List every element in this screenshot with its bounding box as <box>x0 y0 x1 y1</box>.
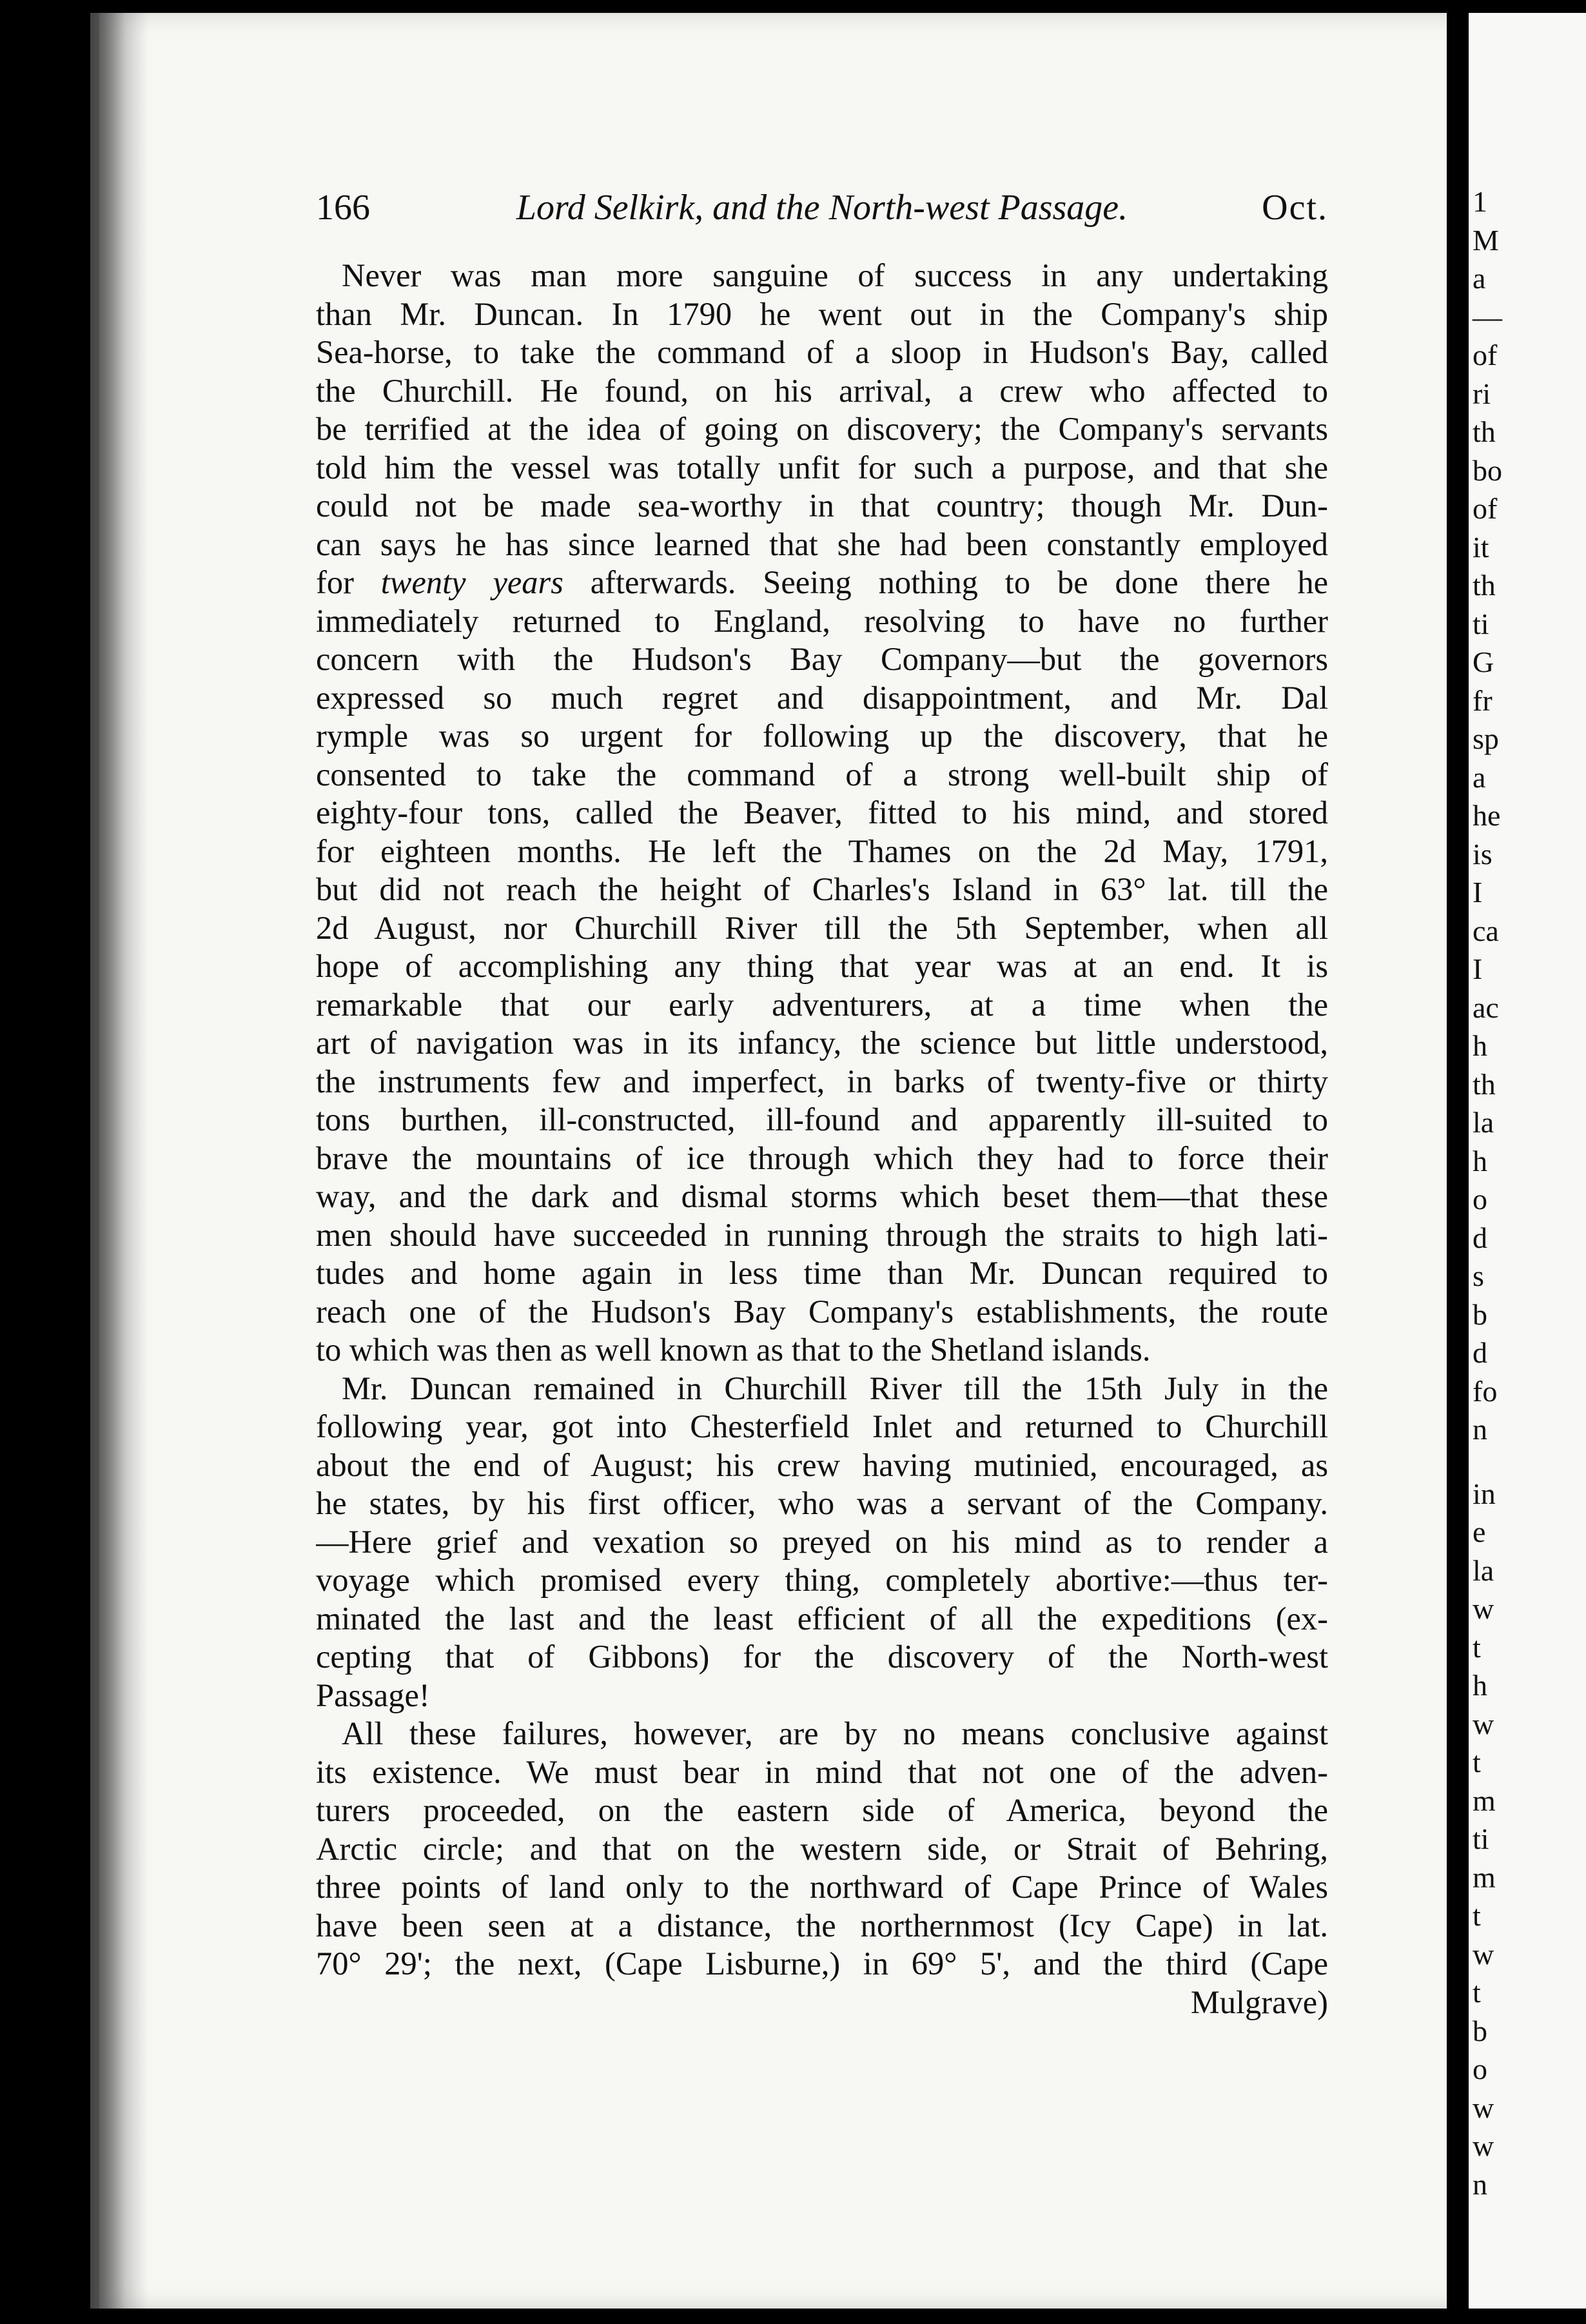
page-gutter <box>1451 0 1469 2324</box>
text-line: than Mr. Duncan. In 1790 he went out in the Company's ship <box>316 295 1328 332</box>
adjacent-page-fragment: it <box>1473 530 1489 564</box>
adjacent-page-fragment: th <box>1473 1067 1496 1101</box>
text-line: tons burthen, ill-constructed, ill-found and apparently ill-suited to <box>316 1101 1328 1137</box>
text-line: 2d August, nor Churchill River till the 5th September, when all <box>316 909 1328 946</box>
running-title: Lord Selkirk, and the North-west Passage. <box>516 188 1128 228</box>
text-line: cepting that of Gibbons) for the discovery of the North-west <box>316 1639 1328 1675</box>
header-month: Oct. <box>1262 188 1328 228</box>
adjacent-page-fragment: t <box>1473 1630 1481 1664</box>
adjacent-page-fragment: M <box>1473 223 1499 257</box>
adjacent-page-fragment: n <box>1473 2167 1487 2201</box>
adjacent-page-fragment: of <box>1473 492 1498 525</box>
adjacent-page-fragment: la <box>1473 1553 1494 1587</box>
running-header <box>316 187 1328 239</box>
text-line: tudes and home again in less time than Mr. Duncan required to <box>316 1255 1328 1291</box>
adjacent-page-fragment: ac <box>1473 990 1499 1024</box>
text-line: consented to take the command of a strong well-built ship of <box>316 756 1328 793</box>
text-line: minated the last and the least efficient of all the expeditions (ex- <box>316 1600 1328 1637</box>
text-line: 70° 29'; the next, (Cape Lisburne,) in 69° 5', and the third (Cape <box>316 1945 1328 1982</box>
text-line: way, and the dark and dismal storms which beset them—that these <box>316 1178 1328 1214</box>
adjacent-page-fragment: h <box>1473 1144 1487 1177</box>
text-line: eighty-four tons, called the Beaver, fitted to his mind, and stored <box>316 794 1328 831</box>
adjacent-page-fragment: d <box>1473 1221 1487 1254</box>
adjacent-page-fragment: n <box>1473 1413 1487 1446</box>
adjacent-page-fragment: bo <box>1473 453 1502 487</box>
adjacent-page-fragment: fr <box>1473 684 1493 717</box>
text-line-rest: afterwards. Seeing nothing to be done there he <box>563 564 1328 600</box>
text-line: men should have succeeded in running through the straits to high lati- <box>316 1216 1328 1253</box>
text-line: be terrified at the idea of going on discovery; the Company's servants <box>316 411 1328 447</box>
text-line: its existence. We must bear in mind that not one of the adven- <box>316 1753 1328 1790</box>
adjacent-page-edge <box>1469 13 1586 2309</box>
adjacent-page-fragment: w <box>1473 2129 1494 2162</box>
adjacent-page-fragment: m <box>1473 1784 1496 1817</box>
adjacent-page-fragment: ti <box>1473 607 1489 640</box>
adjacent-page-fragment: e <box>1473 1515 1486 1548</box>
text-line: immediately returned to England, resolving to have no further <box>316 602 1328 639</box>
text-line: voyage which promised every thing, completely abortive:—thus ter- <box>316 1562 1328 1598</box>
adjacent-page-fragment: t <box>1473 1976 1481 2009</box>
text-line: All these failures, however, are by no means conclusive against <box>342 1715 1328 1751</box>
adjacent-page-fragment: of <box>1473 339 1498 371</box>
adjacent-page-fragment: is <box>1473 837 1493 871</box>
text-line: about the end of August; his crew having mutinied, encouraged, as <box>316 1446 1328 1483</box>
text-line: hope of accomplishing any thing that year was at an end. It is <box>316 948 1328 984</box>
text-line: he states, by his first officer, who was a servant of the Company. <box>316 1485 1328 1521</box>
adjacent-page-fragment: I <box>1473 952 1483 985</box>
text-line: following year, got into Chesterfield Inlet and returned to Churchill <box>316 1408 1328 1444</box>
adjacent-page-fragment: fo <box>1473 1374 1498 1408</box>
spine-shadow <box>90 13 148 2309</box>
text-line: but did not reach the height of Charles's Island in 63° lat. till the <box>316 871 1328 907</box>
text-line: for eighteen months. He left the Thames on the 2d May, 1791, <box>316 832 1328 869</box>
text-line: art of navigation was in its infancy, the science but little understood, <box>316 1025 1328 1061</box>
adjacent-page-fragment: h <box>1473 1029 1487 1062</box>
adjacent-page-fragment: o <box>1473 1183 1487 1216</box>
adjacent-page-fragment: a <box>1473 760 1486 794</box>
text-line: to which was then as well known as that to the Shetland islands. <box>316 1332 1151 1368</box>
adjacent-page-fragment: d <box>1473 1336 1487 1369</box>
text-line: concern with the Hudson's Bay Company—but the governors <box>316 641 1328 677</box>
adjacent-page-fragment: w <box>1473 1707 1494 1740</box>
adjacent-page-fragment: he <box>1473 799 1501 832</box>
text-line: told him the vessel was totally unfit for such a purpose, and that she <box>316 449 1328 486</box>
text-line: brave the mountains of ice through which they had to force their <box>316 1139 1328 1176</box>
text-line: three points of land only to the northward of Cape Prince of Wales <box>316 1869 1328 1905</box>
adjacent-page-fragment: th <box>1473 415 1496 448</box>
text-line: can says he has since learned that she had been constantly employed <box>316 526 1328 562</box>
italic-phrase: twenty years <box>380 564 563 600</box>
adjacent-page-fragment: h <box>1473 1669 1487 1702</box>
adjacent-page-fragment: ca <box>1473 914 1499 947</box>
text-line: Mr. Duncan remained in Churchill River till the 15th July in the <box>342 1370 1328 1406</box>
text-line: remarkable that our early adventurers, at a time when the <box>316 986 1328 1023</box>
adjacent-page-fragment: la <box>1473 1106 1494 1139</box>
text-line: the Churchill. He found, on his arrival, a crew who affected to <box>316 372 1328 409</box>
text-line <box>316 564 1328 602</box>
adjacent-page-fragment: o <box>1473 2053 1487 2085</box>
adjacent-page-fragment: t <box>1473 1746 1481 1778</box>
adjacent-page-fragment: b <box>1473 2014 1487 2047</box>
adjacent-page-fragment: G <box>1473 645 1494 678</box>
adjacent-page-fragment: t <box>1473 1899 1481 1932</box>
text-line: have been seen at a distance, the northernmost (Icy Cape) in lat. <box>316 1907 1328 1944</box>
text-line: reach one of the Hudson's Bay Company's establishments, the route <box>316 1293 1328 1330</box>
adjacent-page-fragment: in <box>1473 1477 1496 1510</box>
text-line: expressed so much regret and disappointment, and Mr. Dal <box>316 679 1328 716</box>
text-line-prefix: for <box>316 564 381 600</box>
adjacent-page-fragment: w <box>1473 1937 1494 1971</box>
adjacent-page-fragment: th <box>1473 569 1496 602</box>
adjacent-page-fragment: I <box>1473 876 1483 909</box>
adjacent-page-fragment: — <box>1473 300 1502 333</box>
text-line: the instruments few and imperfect, in barks of twenty-five or thirty <box>316 1063 1328 1099</box>
text-line: could not be made sea-worthy in that country; though Mr. Dun- <box>316 487 1328 524</box>
adjacent-page-fragment: 1 <box>1473 185 1487 218</box>
adjacent-page-fragment: m <box>1473 1860 1496 1894</box>
adjacent-page-fragment: ri <box>1473 377 1491 410</box>
text-line: Mulgrave) <box>1190 1984 1328 2020</box>
text-line: Never was man more sanguine of success in any undertaking <box>342 257 1328 293</box>
text-line: rymple was so urgent for following up the discovery, that he <box>316 718 1328 754</box>
adjacent-page-fragment: s <box>1473 1259 1484 1292</box>
adjacent-page-fragment: sp <box>1473 722 1499 755</box>
body-text <box>316 257 1328 2022</box>
adjacent-page-fragment: w <box>1473 2091 1494 2124</box>
page-number: 166 <box>316 188 370 228</box>
adjacent-page-fragment: w <box>1473 1592 1494 1625</box>
text-line: —Here grief and vexation so preyed on his mind as to render a <box>316 1523 1328 1560</box>
text-line: Sea-horse, to take the command of a sloop in Hudson's Bay, called <box>316 334 1328 370</box>
text-line: turers proceeded, on the eastern side of America, beyond the <box>316 1792 1328 1828</box>
adjacent-page-fragment: b <box>1473 1297 1487 1331</box>
adjacent-page-fragment: ti <box>1473 1822 1489 1855</box>
text-line: Arctic circle; and that on the western side, or Strait of Behring, <box>316 1830 1328 1867</box>
text-line: Passage! <box>316 1677 430 1713</box>
adjacent-page-fragment: a <box>1473 262 1486 295</box>
